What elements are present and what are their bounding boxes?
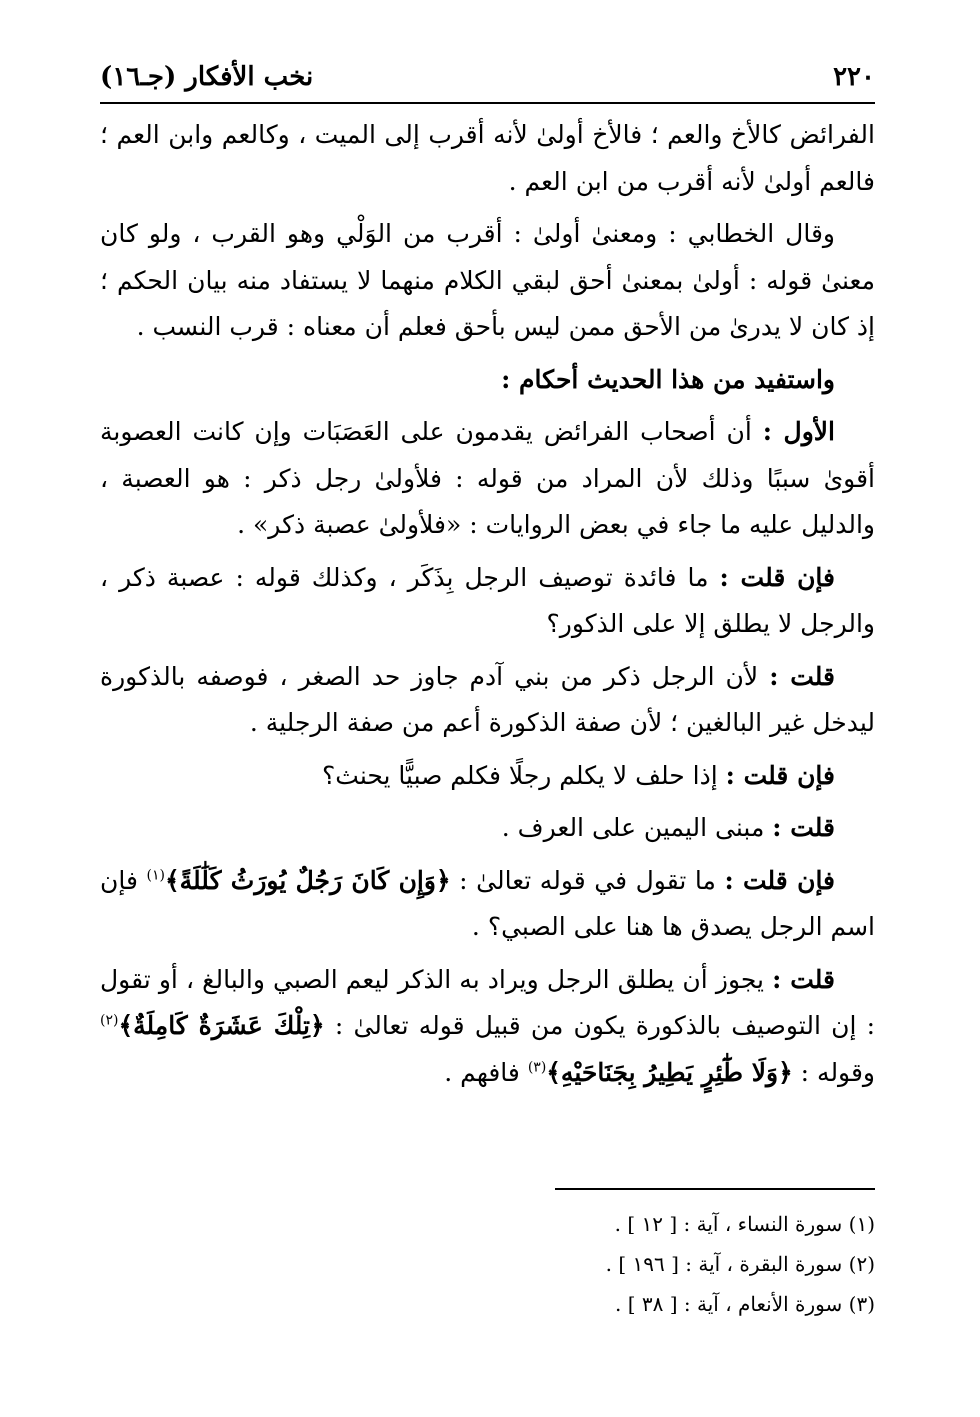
page-header <box>100 62 875 104</box>
label-question: فإن قلت : <box>724 865 836 895</box>
book-title: نخب الأفكار (جـ١٦) <box>100 62 314 92</box>
paragraph-answer-2 <box>100 805 875 852</box>
question-2-text: إذا حلف لا يكلم رجلًا فكلم صبيًّا يحنث؟ <box>322 760 726 790</box>
footnote-3: (٣) سورة الأنعام ، آية : [ ٣٨ ] . <box>615 1292 875 1316</box>
first-ruling-text: أن أصحاب الفرائض يقدمون على العَصَبَات وإن كانت العصوبة أقوىٰ سببًا وذلك لأن المراد من قوله : فلأولىٰ رجل ذكر : هو العصبة ، والدليل عليه ما جاء في بعض الروايات : «فلأولىٰ عصبة ذكر» . <box>100 417 875 539</box>
answer-3-text: يجوز أن يطلق الرجل ويراد به الذكر ليعم الصبي والبالغ ، أو تقول : إن التوصيف بالذكورة يكون من قبيل قوله تعالىٰ : <box>100 964 875 1040</box>
paragraph-answer-3 <box>100 957 875 1097</box>
footnote-2: (٢) سورة البقرة ، آية : [ ١٩٦ ] . <box>605 1252 875 1276</box>
section-heading: واستفيد من هذا الحديث أحكام : <box>501 364 835 394</box>
paragraph-2: وقال الخطابي : ومعنىٰ أولىٰ : أقرب من الوَلْي وهو القرب ، ولو كان معنىٰ قوله : أولىٰ بمعنىٰ أحق لبقي الكلام منهما لا يستفاد منه بيان الحكم ؛ إذ كان لا يدرىٰ من الأحق ممن ليس بأحق فعلم أن معناه : قرب النسب . <box>100 219 875 341</box>
paragraph-first-ruling <box>100 409 875 549</box>
question-1-text: ما فائدة توصيف الرجل بِذَكَر ، وكذلك قوله : عصبة ذكر ، والرجل لا يطلق إلا على الذكور؟ <box>100 562 875 638</box>
label-first: الأول : <box>762 417 835 446</box>
answer-2-text: مبنى اليمين على العرف . <box>501 813 773 842</box>
paragraph-1: الفرائض كالأخ والعم ؛ فالأخ أولىٰ لأنه أقرب إلى الميت ، وكالعم وابن العم ؛ فالعم أولىٰ لأنه أقرب من ابن العم . <box>100 120 875 196</box>
question-3-rest: فإن اسم الرجل يصدق ها هنا على الصبي؟ . <box>100 865 875 941</box>
footnote-divider <box>555 1188 875 1190</box>
paragraph-question-1 <box>100 555 875 648</box>
label-answer: قلت : <box>772 964 835 994</box>
label-answer: قلت : <box>769 661 835 691</box>
answer-1-text: لأن الرجل ذكر من بني آدم جاوز حد الصغر ، فوصفه بالذكورة ليدخل غير البالغين ؛ لأن صفة الذكورة أعم من صفة الرجلية . <box>100 661 875 737</box>
quran-verse: ﴿تِلْكَ عَشَرَةٌ كَامِلَةٌ﴾ <box>118 1011 325 1040</box>
footnote-ref: (٢) <box>100 1012 119 1029</box>
paragraph-question-3 <box>100 858 875 951</box>
footnote-1: (١) سورة النساء ، آية : [ ١٢ ] . <box>614 1212 875 1236</box>
footnotes <box>455 1204 875 1324</box>
main-text <box>100 112 875 1102</box>
footnote-ref: (٣) <box>527 1059 547 1076</box>
label-question: فإن قلت : <box>719 562 835 592</box>
paragraph-question-2 <box>100 753 875 800</box>
quran-verse: ﴿وَإِن كَانَ رَجُلٌ يُورَثُ كَلَٰلَةً﴾ <box>164 865 451 895</box>
paragraph-answer-1 <box>100 654 875 747</box>
label-question: فإن قلت : <box>725 760 835 790</box>
footnote-ref: (١) <box>146 867 165 884</box>
quran-verse: ﴿وَلَا طَٰٓئِرٍ يَطِيرُ بِجَنَاحَيْهِ﴾ <box>546 1057 793 1087</box>
answer-3-end: فافهم . <box>444 1057 528 1087</box>
question-3-text: ما تقول في قوله تعالىٰ : <box>450 865 725 895</box>
label-answer: قلت : <box>772 813 835 842</box>
answer-3-mid: وقوله : <box>792 1057 875 1087</box>
page-number: ٢٢٠ <box>833 62 875 92</box>
